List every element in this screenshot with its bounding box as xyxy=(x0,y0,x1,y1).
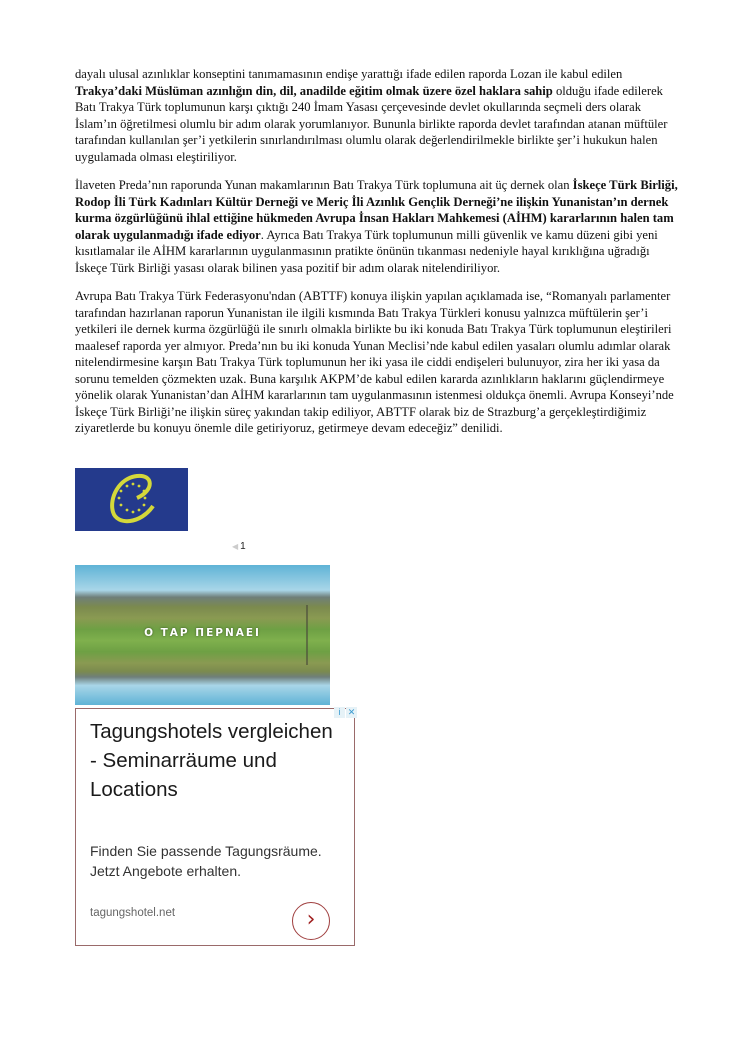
ad-close-icon[interactable]: ✕ xyxy=(347,707,356,717)
ad-url[interactable]: tagungshotel.net xyxy=(90,907,176,919)
paragraph-3: Avrupa Batı Trakya Türk Federasyonu'ndan (ABTTF) konuya ilişkin yapılan açıklamada ise, “Romanyalı parlamenter tarafından hazırlanan raporun Yunanistan ile ilgili kısmında Batı Trakya Türkleri konusu yalnızca müftülerin şer’i yetkileri ile dernek kurma özgürlüğü ile sınırlı olmakla birlikte bu iki konuda Batı Trakya Türk toplumunun eleştirileri maalesef raporda yer almıyor. Preda’nın bu iki konuda Yunan Meclisi’nde kabul edilen yasaları olumlu adımlar olarak nitelendirmesine karşın Batı Trakya Türk toplumunun her iki yasa ile ciddi endişeleri bulunuyor, zira her iki yasa da sorunu temelden çözmekten uzak. Buna karşılık AKPM’de kabul edilen kararda azınlıkların haklarını güçlendirmeye yönelik olarak Yunanistan’dan AİHM kararlarının tam uygulanmasının istenmesi oldukça önemli. Avrupa Konseyi’nde İskeçe Türk Birliği’ne ilişkin süreç yakından takip ediliyor, ABTTF olarak biz de Strazburg’a gerçekleştirdiğimiz ziyaretlerde bu konuyu önemle dile getiriyoruz, getirmeye devam edeceğiz” denilidi. xyxy=(75,289,674,435)
left-triangle-icon: ◀ xyxy=(232,542,239,551)
council-of-europe-flag-image xyxy=(75,468,188,531)
ad-cta-arrow-icon[interactable]: › xyxy=(292,902,330,940)
paragraph-2 xyxy=(75,177,680,276)
advertisement[interactable] xyxy=(75,708,355,946)
paragraph-1 xyxy=(75,66,680,165)
banner-image[interactable] xyxy=(75,565,330,705)
paragraph-bold-text: İskeçe Türk Birliği, Rodop İli Türk Kadınları Kültür Derneği ve Meriç İli Azınlık Gençlik Derneği’ne ilişkin Yunanistan’ın dernek kurma özgürlüğünü ihlal ettiğine hükmeden Avrupa İnsan Hakları Mahkemesi (AİHM) kararlarının halen tam olarak uygulanmadığı ifade ediyor xyxy=(75,178,678,242)
paragraph-text: İlaveten Preda’nın raporunda Yunan makamlarının Batı Trakya Türk toplumuna ait üç dernek olan xyxy=(75,178,573,192)
ad-headline[interactable]: Tagungshotels vergleichen - Seminarräume und Locations xyxy=(90,720,333,801)
paragraph-text: olduğu ifade edilerek Batı Trakya Türk toplumunun karşı çıktığı 240 İmam Yasası çerçevesinde devlet okullarında seçmeli ders olarak İslam’ın öğretilmesi olumlu bir adım olarak yorumlanıyor. Bununla birlikte raporda devlet tarafından atanan müftüler tarafından kullanılan şer’i yetkilerin sınırlandırılması olumlu olarak değerlendirilmekle birlikte şer’i hukukun halen uygulamada olması eleştiriliyor. xyxy=(75,83,668,164)
ad-description: Finden Sie passende Tagungsräume. Jetzt Angebote erhalten. xyxy=(90,843,322,879)
ad-info-icon[interactable]: i xyxy=(334,707,345,718)
article-body xyxy=(75,66,680,449)
banner-overlay-text: Ο ΤΑΡ ΠΕΡΝΑΕΙ xyxy=(144,627,261,639)
page-number-value: 1 xyxy=(240,541,246,552)
paragraph-text: . Ayrıca Batı Trakya Türk toplumunun milli güvenlik ve kamu düzeni gibi yeni kısıtlamalar ile AİHM kararlarının uygulanmasının pratikte önünün tıkanması nedeniyle hayal kırıklığına uğradığı İskeçe Türk Birliği yasası olarak bilinen yasa pozitif bir adım olarak nitelendiriliyor. xyxy=(75,227,658,275)
paragraph-text: dayalı ulusal azınlıklar konseptini tanımamasının endişe yarattığı ifade edilen raporda Lozan ile kabul edilen xyxy=(75,67,623,81)
council-of-europe-emblem-icon xyxy=(75,468,188,531)
page-number xyxy=(232,541,246,552)
paragraph-bold-text: Trakya’daki Müslüman azınlığın din, dil, anadilde eğitim olmak üzere özel haklara sahip xyxy=(75,83,553,98)
